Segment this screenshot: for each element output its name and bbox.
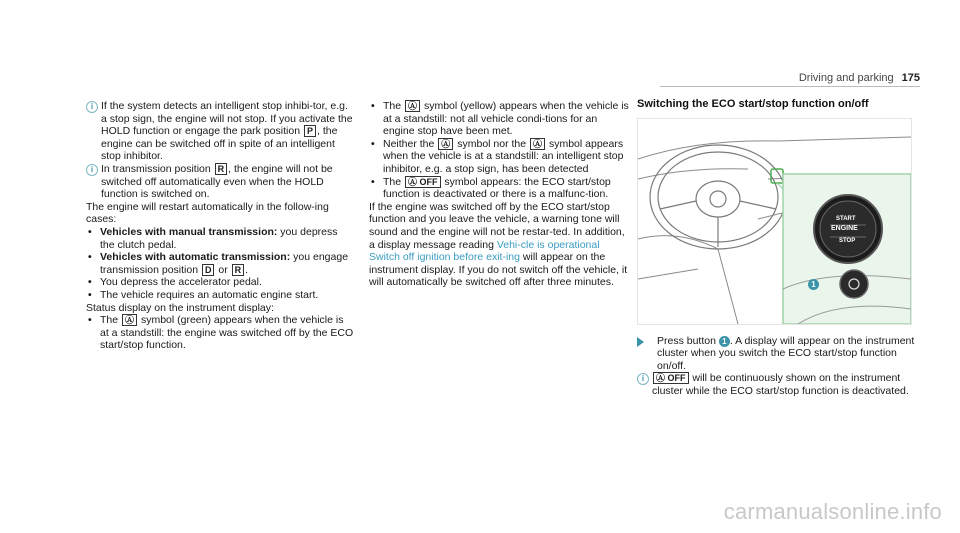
watermark: carmanualsonline.info: [723, 499, 942, 524]
info-note-eco-off: i Ⓐ OFF will be continuously shown on the instrument cluster while the ECO start/stop function is deactivated.: [637, 372, 917, 397]
right-column: [637, 98, 917, 398]
left-column: [86, 100, 354, 352]
reverse-position-glyph: R: [232, 264, 245, 276]
eco-start-stop-icon: Ⓐ: [122, 314, 137, 326]
list-item: • The Ⓐ OFF symbol appears: the ECO start/stop function is deactivated or there is a malfunc-tion.: [369, 176, 631, 201]
engine-label: ENGINE: [831, 224, 858, 232]
list-item: • The Ⓐ symbol (green) appears when the vehicle is at a standstill: the engine was switched off by the ECO start/stop function.: [86, 314, 354, 352]
start-label: START: [836, 215, 856, 222]
reverse-position-glyph: R: [215, 163, 228, 175]
display-message-text: Vehi-cle is operational Switch off ignition before exit-ing: [369, 238, 600, 264]
info-note-reverse: i In transmission position R , the engine will not be switched off automatically even when the HOLD function is switched on.: [86, 163, 354, 201]
list-item: • Vehicles with manual transmission: you depress the clutch pedal.: [86, 226, 354, 251]
instruction-step: Press button 1 . A display will appear on the instrument cluster when you switch the ECO start/stop function on/off.: [637, 335, 917, 373]
eco-off-icon: Ⓐ OFF: [653, 372, 689, 384]
stop-label: STOP: [839, 237, 856, 244]
eco-start-stop-yellow-icon: Ⓐ: [530, 138, 545, 150]
list-item: • The vehicle requires an automatic engine start.: [86, 289, 354, 302]
dashboard-figure: [637, 118, 912, 325]
eco-start-stop-icon: Ⓐ: [438, 138, 453, 150]
info-note-stop-inhibitor: i If the system detects an intelligent stop inhibi-tor, e.g. a stop sign, the engine will not stop. If you activate the HOLD function or engage the park position P , the engine can be switched off in spite of an intelligent stop inhibitor.: [86, 100, 354, 163]
info-icon: i: [86, 101, 98, 113]
section-heading: Switching the ECO start/stop function on/off: [637, 98, 869, 110]
middle-column: [369, 100, 631, 289]
list-item: • Vehicles with automatic transmission: you engage transmission position D or R .: [86, 251, 354, 276]
status-intro: Status display on the instrument display:: [86, 301, 274, 314]
drive-position-glyph: D: [202, 264, 215, 276]
info-icon: i: [637, 373, 649, 385]
step-arrow-icon: [637, 337, 644, 347]
callout-1: 1: [719, 336, 730, 347]
dashboard-illustration: [638, 119, 911, 324]
section-title: Driving and parking: [798, 72, 894, 84]
page-number: 175: [901, 72, 920, 84]
page-header: [799, 72, 920, 84]
info-icon: i: [86, 164, 98, 176]
list-item: • Neither the Ⓐ symbol nor the Ⓐ symbol appears when the vehicle is at a standstill: an intelligent stop inhibitor, e.g. a stop sign, has been detected: [369, 138, 631, 176]
eco-start-stop-yellow-icon: Ⓐ: [405, 100, 420, 112]
list-item: • The Ⓐ symbol (yellow) appears when the vehicle is at a standstill: not all vehicle condi-tions for an engine stop have been met.: [369, 100, 631, 138]
park-position-glyph: P: [304, 125, 316, 137]
eco-off-icon: Ⓐ OFF: [405, 176, 441, 188]
list-item: • You depress the accelerator pedal.: [86, 276, 354, 289]
figure-callout-1: 1: [808, 279, 819, 290]
header-rule: [660, 86, 920, 87]
restart-intro: The engine will restart automatically in the follow-ing cases:: [86, 200, 329, 226]
warning-paragraph: If the engine was switched off by the ECO start/stop function and you leave the vehicle, a warning tone will sound and the engine will not be restar-ted. In addition, a display message reading Vehi-cle is operational Switch off ignition before exit-ing will appear on the instrument display. If you do not switch off the vehicle, it will automatically be switched off after three minutes.: [369, 200, 628, 289]
